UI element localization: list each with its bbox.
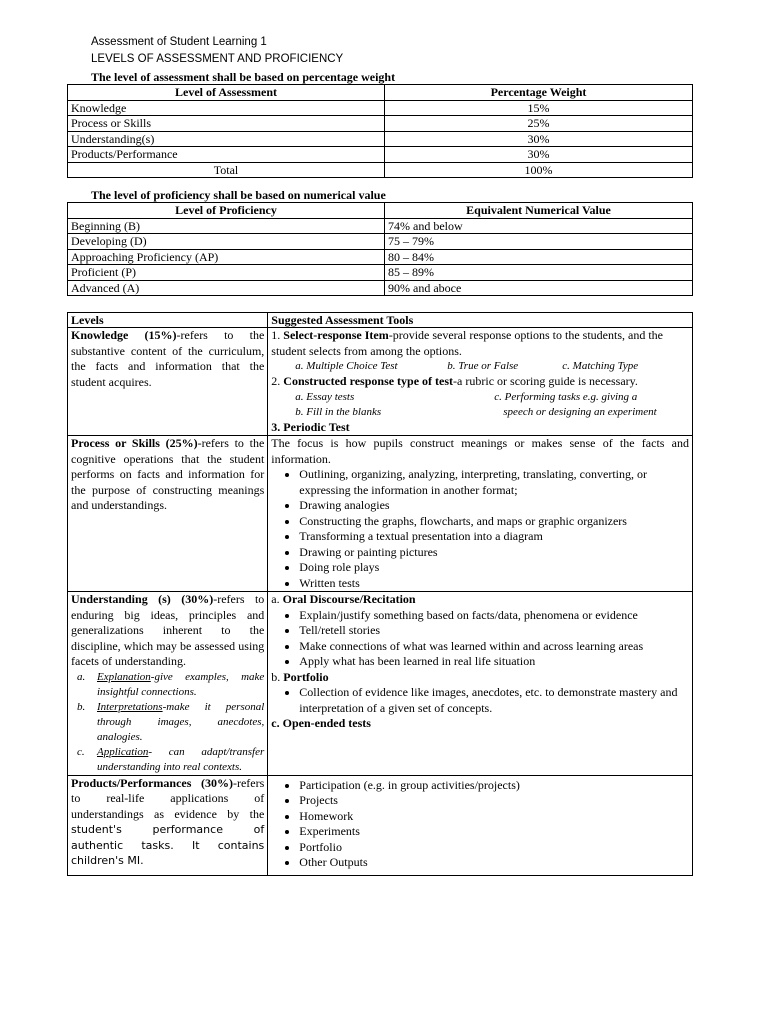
constructed-options-1 bbox=[271, 390, 689, 405]
table-row bbox=[68, 100, 693, 116]
periodic-test: 3. Periodic Test bbox=[271, 419, 350, 434]
option-b: b. True or False bbox=[447, 360, 519, 372]
facet-item bbox=[77, 670, 265, 700]
proficiency-value: 75 – 79% bbox=[385, 234, 693, 250]
tools-col-tools: Suggested Assessment Tools bbox=[268, 313, 693, 328]
item-title: Oral Discourse/Recitation bbox=[282, 592, 416, 606]
table-row-products bbox=[68, 775, 693, 875]
list-item: • Collection of evidence like images, anecdotes, etc. to demonstrate mastery and interpretation of a given set of concepts. bbox=[299, 685, 689, 716]
facet-mark: a. bbox=[77, 670, 86, 683]
knowledge-tools-cell bbox=[268, 328, 693, 436]
assessment-intro: The level of assessment shall be based on percentage weight bbox=[91, 70, 396, 84]
assessment-col-level: Level of Assessment bbox=[68, 85, 385, 101]
assessment-level: Products/Performance bbox=[68, 147, 385, 163]
facet-item bbox=[77, 745, 265, 775]
table-row bbox=[68, 265, 693, 281]
list-item: • Tell/retell stories bbox=[299, 623, 689, 639]
item-title: Constructed response type of test bbox=[283, 374, 454, 388]
item-number: 2. bbox=[271, 374, 284, 388]
list-item: • Homework bbox=[299, 809, 689, 825]
item-mark: a. bbox=[271, 592, 283, 606]
open-ended-tests: c. Open-ended tests bbox=[271, 716, 371, 730]
understanding-tools-cell bbox=[268, 592, 693, 776]
option-a: a. Essay tests bbox=[295, 390, 355, 403]
page-title: LEVELS OF ASSESSMENT AND PROFICIENCY bbox=[91, 53, 344, 65]
option-c: c. Performing tasks e.g. giving a bbox=[494, 390, 638, 403]
products-desc: -refers to real-life applications of understandings as evidence by the bbox=[71, 775, 265, 821]
proficiency-value: 74% and below bbox=[385, 218, 693, 234]
facet-desc: -make it personal through images, anecdotes, analogies. bbox=[97, 700, 265, 743]
table-row bbox=[68, 234, 693, 250]
course-title: Assessment of Student Learning 1 bbox=[91, 36, 267, 48]
facet-mark: b. bbox=[77, 700, 86, 713]
assessment-weight: 30% bbox=[385, 147, 693, 163]
knowledge-cell bbox=[68, 328, 268, 436]
table-row bbox=[68, 131, 693, 147]
list-item: • Make connections of what was learned within and across learning areas bbox=[299, 639, 689, 655]
oral-discourse-list bbox=[271, 608, 689, 670]
table-row-process bbox=[68, 436, 693, 592]
tools-col-levels: Levels bbox=[68, 313, 268, 328]
products-tools-cell bbox=[268, 775, 693, 875]
proficiency-value: 85 – 89% bbox=[385, 265, 693, 281]
proficiency-col-level: Level of Proficiency bbox=[68, 203, 385, 219]
facet-term: Explanation bbox=[97, 670, 151, 683]
proficiency-level: Beginning (B) bbox=[68, 218, 385, 234]
process-list bbox=[271, 467, 689, 591]
table-row-understanding bbox=[68, 592, 693, 776]
list-item: • Explain/justify something based on facts/data, phenomena or evidence bbox=[299, 608, 689, 624]
list-item: • Portfolio bbox=[299, 840, 689, 856]
assessment-level: Process or Skills bbox=[68, 116, 385, 132]
list-item: • Drawing or painting pictures bbox=[299, 545, 689, 561]
portfolio-heading bbox=[271, 670, 689, 686]
facets-list bbox=[71, 670, 264, 775]
proficiency-level: Proficient (P) bbox=[68, 265, 385, 281]
products-list bbox=[271, 778, 689, 871]
understanding-desc: -refers to enduring big ideas, principles and generalizations inherent to the discipline, which may be assessed using facets of understanding. bbox=[71, 592, 265, 668]
item-desc: -provide several response options to the students, and the student selects from among the options. bbox=[271, 328, 663, 358]
table-row bbox=[68, 280, 693, 296]
proficiency-col-value: Equivalent Numerical Value bbox=[385, 203, 693, 219]
option-a: a. Multiple Choice Test bbox=[295, 360, 398, 372]
proficiency-level: Advanced (A) bbox=[68, 280, 385, 296]
proficiency-level: Approaching Proficiency (AP) bbox=[68, 249, 385, 265]
constructed-response-item bbox=[271, 374, 689, 390]
table-row-knowledge bbox=[68, 328, 693, 436]
item-title: Portfolio bbox=[283, 669, 329, 684]
process-desc: -refers to the cognitive operations that the student performs on facts and information for the purpose of constructing meanings and understandings. bbox=[71, 436, 265, 512]
assessment-level: Understanding(s) bbox=[68, 131, 385, 147]
facet-mark: c. bbox=[77, 745, 85, 758]
table-row bbox=[68, 249, 693, 265]
item-number: 1. bbox=[271, 328, 284, 342]
assessment-level: Knowledge bbox=[68, 100, 385, 116]
assessment-col-weight: Percentage Weight bbox=[385, 85, 693, 101]
list-item: • Experiments bbox=[299, 824, 689, 840]
option-b: b. Fill in the blanks bbox=[295, 405, 382, 418]
process-cell bbox=[68, 436, 268, 592]
total-label: Total bbox=[68, 162, 385, 178]
list-item: • Doing role plays bbox=[299, 560, 689, 576]
proficiency-level: Developing (D) bbox=[68, 234, 385, 250]
oral-discourse-heading bbox=[271, 592, 689, 608]
table-row bbox=[68, 218, 693, 234]
facet-term: Application bbox=[97, 745, 149, 758]
item-mark: b. bbox=[271, 669, 284, 684]
table-row bbox=[68, 116, 693, 132]
assessment-tools-table bbox=[67, 312, 693, 876]
list-item: • Transforming a textual presentation into a diagram bbox=[299, 529, 689, 545]
products-desc-cont: student's performance of authentic tasks. It contains children's MI. bbox=[71, 823, 265, 867]
understanding-cell bbox=[68, 592, 268, 776]
item-title: Select-response Item bbox=[283, 328, 389, 342]
constructed-options-2 bbox=[271, 405, 689, 420]
list-item: • Participation (e.g. in group activities/projects) bbox=[299, 778, 689, 794]
list-item: • Other Outputs bbox=[299, 855, 689, 871]
assessment-weight: 15% bbox=[385, 100, 693, 116]
knowledge-desc: -refers to the substantive content of the curriculum, the facts and information that the student acquires. bbox=[71, 328, 265, 389]
option-c: c. Matching Type bbox=[562, 360, 639, 372]
process-term: Process or Skills (25%) bbox=[71, 436, 198, 450]
products-term: Products/Performances (30%) bbox=[71, 775, 233, 790]
portfolio-list bbox=[271, 685, 689, 716]
process-intro: The focus is how pupils construct meanings or makes sense of the facts and information. bbox=[271, 436, 689, 466]
process-tools-cell bbox=[268, 436, 693, 592]
assessment-weight: 25% bbox=[385, 116, 693, 132]
total-value: 100% bbox=[385, 162, 693, 178]
list-item: • Constructing the graphs, flowcharts, and maps or graphic organizers bbox=[299, 514, 689, 530]
table-row bbox=[68, 147, 693, 163]
select-response-item bbox=[271, 328, 689, 359]
table-row-total bbox=[68, 162, 693, 178]
understanding-term: Understanding (s) (30%) bbox=[71, 592, 214, 606]
item-desc: -a rubric or scoring guide is necessary. bbox=[453, 374, 638, 388]
select-response-options bbox=[271, 359, 689, 374]
facet-term: Interpretations bbox=[97, 700, 163, 713]
assessment-weight: 30% bbox=[385, 131, 693, 147]
assessment-table bbox=[67, 84, 693, 178]
facet-item bbox=[77, 700, 265, 745]
list-item: • Drawing analogies bbox=[299, 498, 689, 514]
proficiency-table bbox=[67, 202, 693, 296]
facet-desc: - can adapt/transfer understanding into real contexts. bbox=[97, 745, 265, 773]
list-item: • Projects bbox=[299, 793, 689, 809]
option-c-cont: speech or designing an experiment bbox=[503, 405, 657, 418]
proficiency-value: 80 – 84% bbox=[385, 249, 693, 265]
list-item: • Outlining, organizing, analyzing, interpreting, translating, converting, or expressing the information in another format; bbox=[299, 467, 689, 498]
facet-desc: -give examples, make insightful connections. bbox=[97, 670, 265, 698]
products-cell bbox=[68, 775, 268, 875]
proficiency-value: 90% and aboce bbox=[385, 280, 693, 296]
knowledge-term: Knowledge (15%) bbox=[71, 328, 177, 342]
list-item: • Written tests bbox=[299, 576, 689, 592]
proficiency-intro: The level of proficiency shall be based on numerical value bbox=[91, 188, 386, 202]
list-item: • Apply what has been learned in real life situation bbox=[299, 654, 689, 670]
